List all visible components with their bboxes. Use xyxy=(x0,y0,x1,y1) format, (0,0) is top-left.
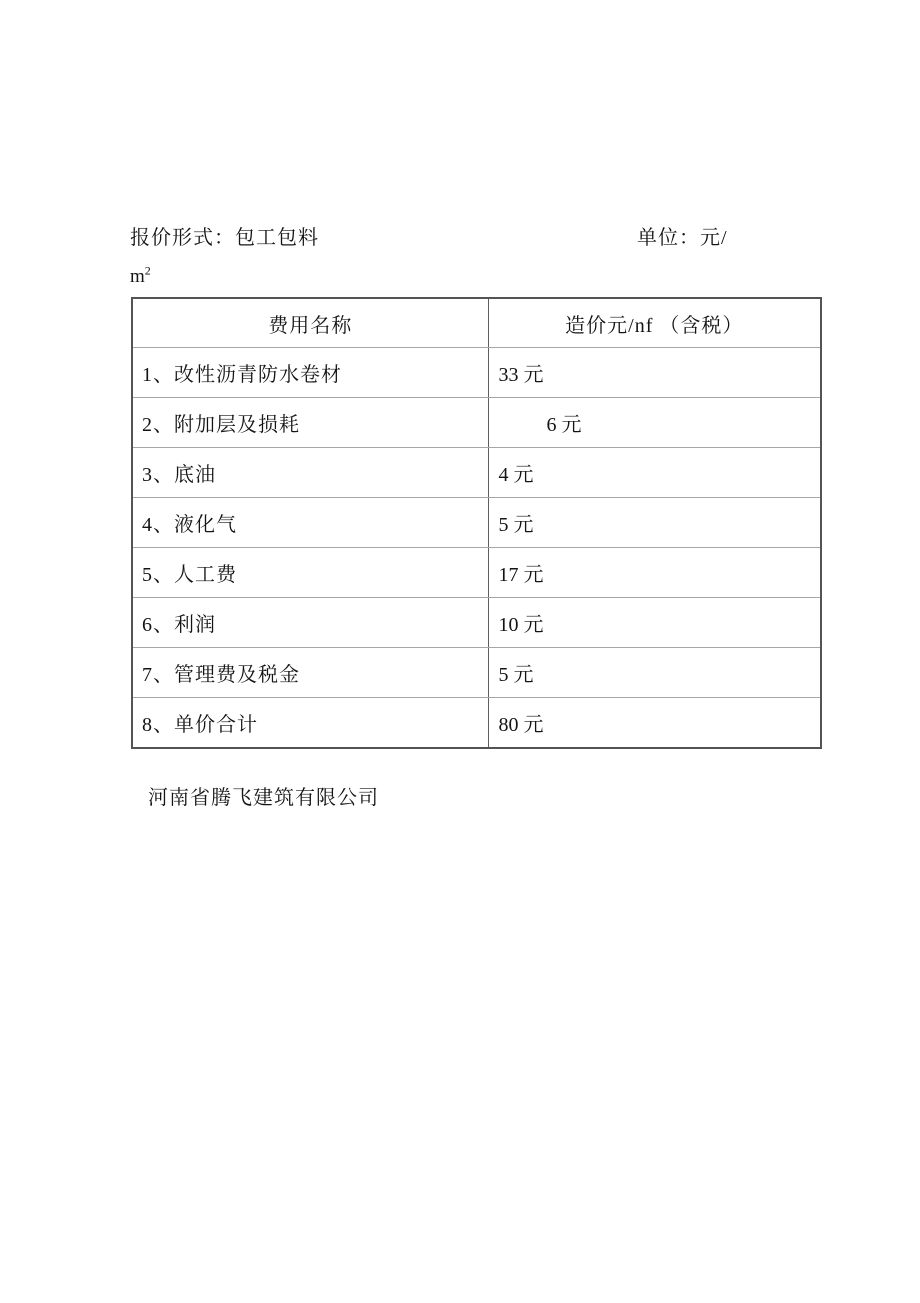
unit-label: 单位：元/ xyxy=(637,227,728,249)
fee-value: 5 元 xyxy=(488,498,821,548)
fee-value: 33 元 xyxy=(488,348,821,398)
fee-value: 10 元 xyxy=(488,598,821,648)
company-name: 河南省腾飞建筑有限公司 xyxy=(148,787,379,809)
fee-value: 6 元 xyxy=(488,398,821,448)
table-row xyxy=(132,498,821,548)
fee-name: 2、附加层及损耗 xyxy=(132,398,488,448)
table-row xyxy=(132,598,821,648)
cost-table xyxy=(131,297,822,749)
fee-value: 80 元 xyxy=(488,698,821,749)
unit-symbol: m xyxy=(130,266,145,287)
unit-continuation xyxy=(130,263,151,288)
table-row xyxy=(132,548,821,598)
table-row xyxy=(132,448,821,498)
fee-name: 6、利润 xyxy=(132,598,488,648)
fee-name: 7、管理费及税金 xyxy=(132,648,488,698)
unit-exponent: 2 xyxy=(144,263,151,278)
table-header-row xyxy=(132,298,821,348)
fee-name: 3、底油 xyxy=(132,448,488,498)
column-header-fee-name: 费用名称 xyxy=(132,298,488,348)
fee-name: 5、人工费 xyxy=(132,548,488,598)
fee-name: 4、液化气 xyxy=(132,498,488,548)
table-row xyxy=(132,648,821,698)
fee-value: 17 元 xyxy=(488,548,821,598)
table-row xyxy=(132,398,821,448)
column-header-price: 造价元/nf （含税） xyxy=(488,298,821,348)
table-row xyxy=(132,698,821,749)
fee-name: 8、单价合计 xyxy=(132,698,488,749)
fee-value: 4 元 xyxy=(488,448,821,498)
fee-name: 1、改性沥青防水卷材 xyxy=(132,348,488,398)
quote-form-label: 报价形式：包工包料 xyxy=(130,227,319,249)
fee-value: 5 元 xyxy=(488,648,821,698)
table-row xyxy=(132,348,821,398)
